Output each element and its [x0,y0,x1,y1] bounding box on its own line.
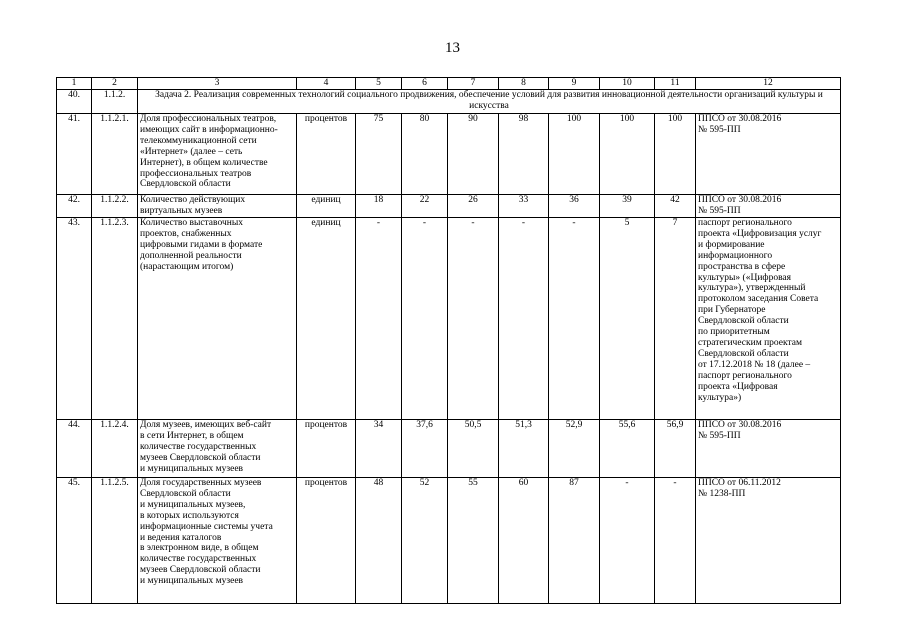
value-cell: - [402,218,448,420]
value-cell: 55 [448,478,499,604]
value-cell: 52,9 [549,420,600,478]
value-cell: 37,6 [402,420,448,478]
column-number: 3 [138,78,297,90]
row-number: 41. [57,114,92,195]
column-number: 11 [655,78,696,90]
column-number: 4 [297,78,356,90]
value-cell: 26 [448,195,499,218]
value-cell: 42 [655,195,696,218]
value-cell: 75 [356,114,402,195]
row-code: 1.1.2.1. [92,114,138,195]
row-number: 43. [57,218,92,420]
row-number: 45. [57,478,92,604]
column-number: 12 [696,78,841,90]
source-doc: ППСО от 30.08.2016 № 595-ПП [696,114,841,195]
row-number: 40. [57,90,92,114]
value-cell: 90 [448,114,499,195]
task-title: Задача 2. Реализация современных технологий социального продвижения, обеспечение условий для развития инновационной деятельности организаций культуры и искусства [138,90,841,114]
value-cell: 100 [655,114,696,195]
column-number: 2 [92,78,138,90]
value-cell: 7 [655,218,696,420]
value-cell: - [549,218,600,420]
value-cell: 48 [356,478,402,604]
column-number: 6 [402,78,448,90]
unit: единиц [297,195,356,218]
value-cell: 98 [499,114,549,195]
row-code: 1.1.2.3. [92,218,138,420]
value-cell: 34 [356,420,402,478]
value-cell: 33 [499,195,549,218]
value-cell: 50,5 [448,420,499,478]
value-cell: 60 [499,478,549,604]
row-number: 44. [57,420,92,478]
table-row [57,420,841,478]
value-cell: 56,9 [655,420,696,478]
value-cell: 51,3 [499,420,549,478]
source-doc: ППСО от 30.08.2016 № 595-ПП [696,420,841,478]
indicator-name: Количество действующих виртуальных музеев [138,195,297,218]
value-cell: 80 [402,114,448,195]
value-cell: - [448,218,499,420]
unit: процентов [297,478,356,604]
indicator-name: Доля музеев, имеющих веб-сайт в сети Интернет, в общем количестве государственных музеев Свердловской области и муниципальных музеев [138,420,297,478]
value-cell: 18 [356,195,402,218]
source-doc: ППСО от 06.11.2012 № 1238-ПП [696,478,841,604]
value-cell: - [655,478,696,604]
row-code: 1.1.2.2. [92,195,138,218]
column-number-row [57,78,841,90]
value-cell: - [499,218,549,420]
value-cell: 55,6 [600,420,655,478]
value-cell: 22 [402,195,448,218]
unit: процентов [297,420,356,478]
value-cell: 5 [600,218,655,420]
indicators-table [56,77,841,604]
unit: процентов [297,114,356,195]
source-doc: паспорт регионального проекта «Цифровизация услуг и формирование информационного пространства в сфере культуры» («Цифровая культура»), утвержденный протоколом заседания Совета при Губернаторе Свердловской области по приоритетным стратегическим проектам Свердловской области от 17.12.2018 № 18 (далее – паспорт регионального проекта «Цифровая культура») [696,218,841,420]
row-code: 1.1.2.4. [92,420,138,478]
row-number: 42. [57,195,92,218]
source-doc: ППСО от 30.08.2016 № 595-ПП [696,195,841,218]
indicator-name: Доля профессиональных театров, имеющих сайт в информационно- телекоммуникационной сети «Интернет» (далее – сеть Интернет), в общем количестве профессиональных театров Свердловской области [138,114,297,195]
task-row [57,90,841,114]
value-cell: - [600,478,655,604]
value-cell: 100 [549,114,600,195]
table-row [57,478,841,604]
indicator-name: Количество выставочных проектов, снабженных цифровыми гидами в формате дополненной реальности (нарастающим итогом) [138,218,297,420]
column-number: 8 [499,78,549,90]
unit: единиц [297,218,356,420]
row-code: 1.1.2.5. [92,478,138,604]
value-cell: 52 [402,478,448,604]
page-number: 13 [445,40,460,56]
value-cell: 100 [600,114,655,195]
column-number: 9 [549,78,600,90]
column-number: 7 [448,78,499,90]
indicator-name: Доля государственных музеев Свердловской области и муниципальных музеев, в которых используются информационные системы учета и ведения каталогов в электронном виде, в общем количестве государственных музеев Свердловской области и муниципальных музеев [138,478,297,604]
value-cell: 87 [549,478,600,604]
column-number: 1 [57,78,92,90]
value-cell: 39 [600,195,655,218]
column-number: 5 [356,78,402,90]
table-row [57,114,841,195]
row-code: 1.1.2. [92,90,138,114]
table-row [57,218,841,420]
value-cell: - [356,218,402,420]
column-number: 10 [600,78,655,90]
value-cell: 36 [549,195,600,218]
table-row [57,195,841,218]
